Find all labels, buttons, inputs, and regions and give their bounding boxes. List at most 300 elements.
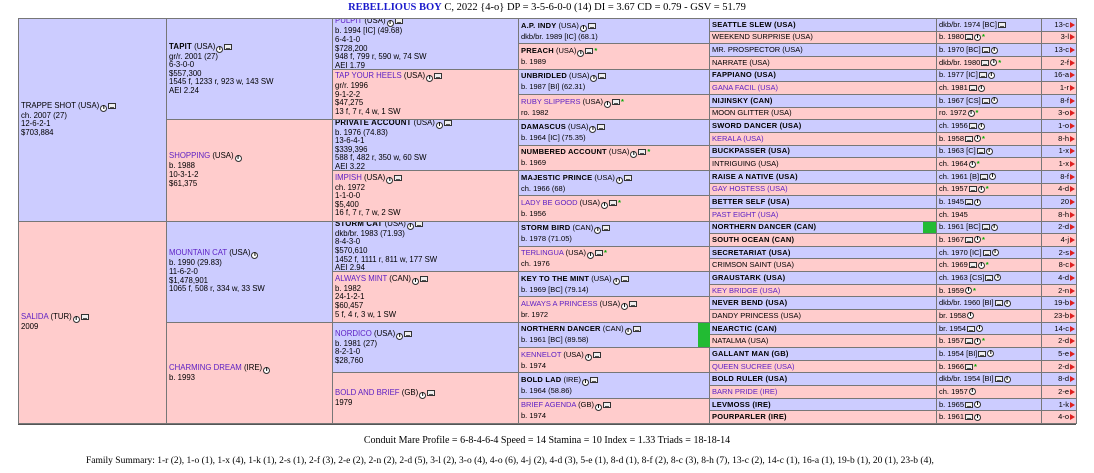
photo-icon[interactable] (444, 120, 452, 126)
ancestor-name[interactable]: PULPIT (335, 18, 363, 26)
ancestor-gen5 (710, 146, 1076, 159)
ancestor-gen5 (710, 209, 1076, 221)
ancestor-name[interactable]: MAJESTIC PRINCE (521, 172, 593, 182)
ancestor-detail: b. 1961 (939, 412, 965, 422)
ancestor-country: (USA) (556, 20, 579, 30)
photo-icon[interactable] (965, 237, 973, 243)
info-icon[interactable]: i (974, 34, 981, 41)
info-icon[interactable]: i (986, 148, 993, 155)
ancestor-detail: $61,375 (169, 178, 198, 188)
ancestor-detail: b. 1993 (169, 372, 196, 382)
expand-arrow-icon[interactable] (1070, 414, 1075, 420)
ancestor-detail: AEI 2.94 (335, 263, 365, 273)
expand-arrow-icon[interactable] (1070, 110, 1075, 116)
ancestor-name[interactable]: QUEEN SUCREE (USA) (712, 361, 795, 371)
ancestor-detail: ch. 1957 (939, 184, 968, 194)
info-icon[interactable]: i (396, 333, 403, 340)
ancestor-detail: ch. 1972 (335, 182, 365, 192)
info-icon[interactable]: i (216, 46, 223, 53)
ancestor-name[interactable]: INTRIGUING (USA) (712, 159, 779, 169)
photo-icon[interactable] (638, 149, 646, 155)
photo-icon[interactable] (985, 275, 993, 281)
ancestor-name[interactable]: GAY HOSTESS (USA) (712, 184, 788, 194)
info-icon[interactable]: i (587, 252, 594, 259)
ancestor-name[interactable]: NEVER BEND (USA) (712, 298, 788, 308)
photo-icon[interactable] (395, 18, 403, 24)
photo-icon[interactable] (598, 73, 606, 79)
info-icon[interactable]: i (412, 278, 419, 285)
ancestor-name[interactable]: SWORD DANCER (USA) (712, 121, 802, 131)
photo-icon[interactable] (633, 326, 641, 332)
ancestor-gen5 (710, 133, 1076, 145)
star-icon: * (975, 108, 979, 118)
family-number: 23-b (1053, 310, 1069, 320)
ancestor-detail: 1452 f, 1111 r, 811 w, 177 SW (335, 254, 438, 264)
photo-icon[interactable] (969, 85, 977, 91)
dup-marker (923, 222, 936, 234)
expand-arrow-icon[interactable] (1070, 186, 1075, 192)
info-icon[interactable]: i (419, 392, 426, 399)
info-icon[interactable]: i (1004, 376, 1011, 383)
expand-arrow-icon[interactable] (1070, 136, 1075, 142)
info-icon[interactable]: i (580, 25, 587, 32)
expand-arrow-icon[interactable] (1070, 402, 1075, 408)
expand-arrow-icon[interactable] (1070, 237, 1075, 243)
ancestor-name[interactable]: KERALA (USA) (712, 133, 764, 143)
ancestor-detail: b. 1966 (939, 361, 965, 371)
photo-icon[interactable] (965, 34, 973, 40)
photo-icon[interactable] (965, 199, 973, 205)
ancestor-country: (USA) (592, 172, 615, 182)
info-icon[interactable]: i (991, 47, 998, 54)
photo-icon[interactable] (969, 123, 977, 129)
photo-icon[interactable] (224, 44, 232, 50)
photo-icon[interactable] (983, 250, 991, 256)
ancestor-country: (USA) (577, 197, 601, 207)
info-icon[interactable]: i (969, 388, 976, 395)
expand-arrow-icon[interactable] (1070, 72, 1075, 78)
ancestor-name[interactable]: FAPPIANO (USA) (712, 70, 777, 80)
photo-icon[interactable] (595, 250, 603, 256)
photo-icon[interactable] (427, 390, 435, 396)
ancestor-name[interactable]: PRIVATE ACCOUNT (335, 119, 412, 127)
horse-name[interactable]: REBELLIOUS BOY (348, 2, 442, 13)
ancestor-gen4 (518, 43, 1077, 69)
ancestor-name[interactable]: LEVMOSS (IRE) (712, 399, 771, 409)
photo-icon[interactable] (977, 148, 985, 154)
photo-icon[interactable] (979, 72, 987, 78)
expand-arrow-icon[interactable] (1070, 123, 1075, 129)
ancestor-name[interactable]: BUCKPASSER (USA) (712, 146, 791, 156)
ancestor-country: (USA) (401, 71, 426, 81)
photo-icon[interactable] (81, 314, 89, 320)
ancestor-name[interactable]: DANDY PRINCESS (USA) (712, 310, 802, 320)
ancestor-name[interactable]: TRAPPE SHOT (21, 100, 76, 110)
info-icon[interactable]: i (585, 354, 592, 361)
photo-icon[interactable] (420, 276, 428, 282)
ancestor-name[interactable]: BOLD RULER (USA) (712, 374, 788, 384)
photo-icon[interactable] (612, 99, 620, 105)
ancestor-name[interactable]: TERLINGUA (521, 248, 564, 258)
info-icon[interactable]: i (992, 249, 999, 256)
ancestor-detail: ch. 1966 (68) (521, 183, 566, 193)
info-icon[interactable]: i (976, 325, 983, 332)
info-icon[interactable]: i (974, 236, 981, 243)
ancestor-name[interactable]: RUBY SLIPPERS (521, 96, 581, 106)
photo-icon[interactable] (965, 338, 973, 344)
expand-arrow-icon[interactable] (1070, 60, 1075, 66)
expand-arrow-icon[interactable] (1070, 338, 1075, 344)
star-icon: * (982, 234, 985, 244)
ancestor-detail: b. 1976 (74.83) (335, 127, 388, 137)
ancestor-country: (TUR) (48, 311, 72, 321)
ancestor-name[interactable]: KEY TO THE MINT (521, 273, 590, 283)
ancestor-detail: b. 1961 [BC] (939, 222, 981, 232)
info-icon[interactable]: i (968, 110, 975, 117)
ancestor-detail: b. 1981 (27) (335, 338, 378, 348)
ancestor-gen4 (518, 322, 1077, 348)
expand-arrow-icon[interactable] (1070, 47, 1075, 53)
ancestor-name[interactable]: NUMBERED ACCOUNT (521, 147, 607, 157)
ancestor-name[interactable]: NARRATE (USA) (712, 57, 770, 67)
ancestor-gen1 (18, 221, 167, 425)
expand-arrow-icon[interactable] (1070, 351, 1075, 357)
info-icon[interactable]: i (73, 316, 80, 323)
ancestor-name[interactable]: DAMASCUS (521, 121, 566, 131)
ancestor-gen3 (332, 372, 519, 424)
family-number: 8-d (1058, 374, 1069, 384)
ancestor-name[interactable]: NATALMA (USA) (712, 336, 769, 346)
ancestor-gen5 (710, 348, 1076, 361)
ancestor-name[interactable]: BOLD AND BRIEF (335, 387, 400, 397)
photo-icon[interactable] (588, 23, 596, 29)
expand-arrow-icon[interactable] (1070, 148, 1075, 154)
ancestor-name[interactable]: PAST EIGHT (USA) (712, 209, 779, 219)
conduit-profile: Conduit Mare Profile = 6-8-4-6-4 Speed = 14 Stamina = 10 Index = 1.33 Triads = 18-18-14 (363, 435, 731, 446)
ancestor-detail: 5 f, 4 r, 3 w, 1 SW (335, 309, 397, 319)
ancestor-detail: b. 1963 [C] (939, 146, 976, 156)
photo-icon[interactable] (585, 48, 593, 54)
photo-icon[interactable] (434, 73, 442, 79)
ancestor-name[interactable]: KEY BRIDGE (USA) (712, 285, 781, 295)
family-number: 13-c (1054, 45, 1069, 55)
ancestor-detail: 24-1-2-1 (335, 292, 365, 302)
ancestor-detail: gr/r. 1996 (335, 81, 368, 91)
ancestor-gen5 (710, 335, 1076, 347)
info-icon[interactable]: i (1004, 300, 1011, 307)
photo-icon[interactable] (995, 300, 1003, 306)
photo-icon[interactable] (404, 331, 412, 337)
ancestor-gen4 (518, 170, 1077, 196)
ancestor-name[interactable]: BETTER SELF (USA) (712, 197, 790, 207)
photo-icon[interactable] (629, 301, 637, 307)
expand-arrow-icon[interactable] (1070, 389, 1075, 395)
ancestor-name[interactable]: NORDICO (335, 328, 372, 338)
star-icon: * (982, 133, 985, 143)
expand-arrow-icon[interactable] (1070, 262, 1075, 268)
info-icon[interactable]: i (978, 186, 985, 193)
ancestor-name[interactable]: RAISE A NATIVE (USA) (712, 171, 798, 181)
info-icon[interactable]: i (601, 202, 608, 209)
ancestor-detail: $728,200 (335, 43, 368, 53)
photo-icon[interactable] (978, 351, 986, 357)
info-icon[interactable]: i (582, 379, 589, 386)
expand-arrow-icon[interactable] (1070, 22, 1075, 28)
expand-arrow-icon[interactable] (1070, 174, 1075, 180)
photo-icon[interactable] (394, 175, 402, 181)
info-icon[interactable]: i (407, 223, 414, 230)
ancestor-name[interactable]: BRIEF AGENDA (521, 400, 577, 410)
ancestor-name[interactable]: TAP YOUR HEELS (335, 71, 402, 81)
expand-arrow-icon[interactable] (1070, 275, 1075, 281)
info-icon[interactable]: i (577, 50, 584, 57)
ancestor-name[interactable]: MOUNTAIN CAT (169, 248, 228, 258)
ancestor-detail: b. 1977 [IC] (939, 70, 978, 80)
ancestor-detail: ch. 1945 (939, 209, 968, 219)
info-icon[interactable]: i (965, 287, 972, 294)
info-icon[interactable]: i (994, 274, 1001, 281)
ancestor-detail: b. 1959 (939, 285, 965, 295)
info-icon[interactable]: i (978, 262, 985, 269)
info-icon[interactable]: i (967, 312, 974, 319)
ancestor-detail: b. 1958 (939, 133, 965, 143)
info-icon[interactable]: i (991, 97, 998, 104)
info-icon[interactable]: i (991, 224, 998, 231)
photo-icon[interactable] (593, 352, 601, 358)
ancestor-detail: b. 1970 [BC] (939, 45, 981, 55)
ancestor-detail: ch. 2007 (27) (21, 110, 67, 120)
info-icon[interactable]: i (978, 85, 985, 92)
ancestor-name[interactable]: SEATTLE SLEW (USA) (712, 19, 796, 29)
ancestor-detail: b. 1980 (939, 32, 965, 42)
photo-icon[interactable] (982, 98, 990, 104)
ancestor-detail: ch. 1976 (521, 259, 550, 269)
info-icon[interactable]: i (604, 101, 611, 108)
photo-icon[interactable] (602, 225, 610, 231)
star-icon: * (973, 285, 976, 295)
ancestor-country: (GB) (399, 387, 419, 397)
expand-arrow-icon[interactable] (1070, 212, 1075, 218)
info-icon[interactable]: i (616, 177, 623, 184)
ancestor-name[interactable]: CHARMING DREAM (169, 362, 242, 372)
ancestor-detail: b. 1964 [IC] (75.35) (521, 132, 586, 142)
ancestor-name[interactable]: BOLD LAD (521, 375, 562, 385)
ancestor-country: (CAN) (600, 324, 624, 334)
info-icon[interactable]: i (621, 303, 628, 310)
family-number: 19-b (1053, 298, 1069, 308)
family-number: 13-c (1054, 19, 1069, 29)
star-icon: * (618, 197, 621, 207)
ancestor-detail: ch. 1981 (939, 83, 968, 93)
photo-icon[interactable] (108, 103, 116, 109)
ancestor-gen5 (710, 399, 1076, 412)
ancestor-name[interactable]: LADY BE GOOD (521, 197, 578, 207)
ancestor-name[interactable]: GANA FACIL (USA) (712, 83, 778, 93)
info-icon[interactable]: i (613, 278, 620, 285)
ancestor-name[interactable]: WEEKEND SURPRISE (USA) (712, 32, 813, 42)
ancestor-name[interactable]: SALIDA (21, 311, 49, 321)
expand-arrow-icon[interactable] (1070, 85, 1075, 91)
ancestor-detail: b. 1988 (169, 161, 196, 171)
ancestor-detail: $570,610 (335, 246, 368, 256)
expand-arrow-icon[interactable] (1070, 288, 1075, 294)
ancestor-gen5 (710, 19, 1076, 32)
photo-icon[interactable] (965, 136, 973, 142)
expand-arrow-icon[interactable] (1070, 313, 1075, 319)
info-icon[interactable]: i (590, 75, 597, 82)
photo-icon[interactable] (415, 221, 423, 227)
photo-icon[interactable] (597, 124, 605, 130)
info-icon[interactable]: i (589, 126, 596, 133)
info-icon[interactable]: i (594, 227, 601, 234)
family-number: 2-d (1058, 336, 1069, 346)
info-icon[interactable]: i (436, 122, 443, 129)
info-icon[interactable]: i (989, 173, 996, 180)
ancestor-name[interactable]: ALWAYS MINT (335, 273, 388, 283)
photo-icon[interactable] (969, 262, 977, 268)
info-icon[interactable]: i (974, 414, 981, 421)
ancestor-gen2 (166, 18, 333, 120)
photo-icon[interactable] (603, 402, 611, 408)
family-number: 5-e (1058, 348, 1069, 358)
info-icon[interactable]: i (969, 161, 976, 168)
expand-arrow-icon[interactable] (1070, 161, 1075, 167)
ancestor-name[interactable]: MOON GLITTER (USA) (712, 108, 792, 118)
ancestor-name[interactable]: NORTHERN DANCER (521, 324, 601, 334)
ancestor-name[interactable]: A.P. INDY (521, 20, 557, 30)
info-icon[interactable]: i (974, 338, 981, 345)
photo-icon[interactable] (981, 60, 989, 66)
family-number: 1-k (1058, 399, 1069, 409)
ancestor-gen4 (518, 145, 1077, 171)
ancestor-detail: 9-1-2-2 (335, 89, 361, 99)
ancestor-name[interactable]: TAPIT (169, 41, 192, 51)
ancestor-gen2 (166, 119, 333, 221)
expand-arrow-icon[interactable] (1070, 364, 1075, 370)
ancestor-gen5 (710, 234, 1076, 246)
info-icon[interactable]: i (987, 350, 994, 357)
photo-icon[interactable] (995, 376, 1003, 382)
family-number: 4-j (1060, 234, 1069, 244)
family-number: 1-r (1059, 83, 1069, 93)
family-number: 1-x (1058, 159, 1069, 169)
ancestor-gen3 (332, 322, 519, 374)
info-icon[interactable]: i (100, 105, 107, 112)
ancestor-name[interactable]: KENNELOT (521, 349, 562, 359)
ancestor-name[interactable]: GALLANT MAN (GB) (712, 348, 789, 358)
photo-icon[interactable] (969, 186, 977, 192)
photo-icon[interactable] (609, 200, 617, 206)
ancestor-name[interactable]: ALWAYS A PRINCESS (521, 299, 598, 309)
info-icon[interactable]: i (595, 404, 602, 411)
ancestor-gen5 (710, 285, 1076, 297)
info-icon[interactable]: i (978, 123, 985, 130)
ancestor-name[interactable]: IMPISH (335, 172, 362, 182)
info-icon[interactable]: i (426, 75, 433, 82)
photo-icon[interactable] (982, 224, 990, 230)
photo-icon[interactable] (982, 47, 990, 53)
ancestor-name[interactable]: NORTHERN DANCER (CAN) (712, 222, 817, 232)
ancestor-detail: b. 1969 [BC] (79.14) (521, 284, 589, 294)
family-number: 14-c (1054, 323, 1069, 333)
ancestor-detail: AEI 3.22 (335, 161, 365, 171)
ancestor-name[interactable]: UNBRIDLED (521, 71, 567, 81)
photo-icon[interactable] (967, 326, 975, 332)
ancestor-detail: ro. 1982 (521, 107, 549, 117)
info-icon[interactable]: i (625, 328, 632, 335)
info-icon[interactable]: i (387, 20, 394, 27)
expand-arrow-icon[interactable] (1070, 98, 1075, 104)
ancestor-detail: b. 1974 (521, 411, 547, 421)
expand-arrow-icon[interactable] (1070, 376, 1075, 382)
ancestor-name[interactable]: NIJINSKY (CAN) (712, 95, 773, 105)
ancestor-detail: gr/r. 2001 (27) (169, 51, 218, 61)
ancestor-name[interactable]: GRAUSTARK (USA) (712, 272, 786, 282)
ancestor-name[interactable]: POURPARLER (IRE) (712, 412, 787, 422)
photo-icon[interactable] (965, 414, 973, 420)
ancestor-gen5 (710, 247, 1076, 260)
ancestor-name[interactable]: SECRETARIAT (USA) (712, 247, 791, 257)
photo-icon[interactable] (965, 364, 973, 370)
info-icon[interactable]: i (974, 199, 981, 206)
ancestor-name[interactable]: CRIMSON SAINT (USA) (712, 260, 794, 270)
ancestor-name[interactable]: NEARCTIC (CAN) (712, 323, 777, 333)
ancestor-gen3 (332, 170, 519, 222)
ancestor-gen5 (710, 32, 1076, 44)
ancestor-gen4 (518, 221, 1077, 247)
photo-icon[interactable] (621, 276, 629, 282)
photo-icon[interactable] (590, 377, 598, 383)
info-icon[interactable]: i (251, 252, 258, 259)
info-icon[interactable]: i (974, 401, 981, 408)
ancestor-name[interactable]: PREACH (521, 45, 554, 55)
photo-icon[interactable] (624, 175, 632, 181)
expand-arrow-icon[interactable] (1070, 326, 1075, 332)
ancestor-detail: 13-6-4-1 (335, 136, 365, 146)
ancestor-detail: b. 1969 (521, 158, 547, 168)
photo-icon[interactable] (980, 174, 988, 180)
expand-arrow-icon[interactable] (1070, 224, 1075, 230)
photo-icon[interactable] (965, 402, 973, 408)
ancestor-detail: 11-6-2-0 (169, 267, 198, 277)
ancestor-gen5 (710, 272, 1076, 285)
expand-arrow-icon[interactable] (1070, 300, 1075, 306)
info-icon[interactable]: i (235, 155, 242, 162)
ancestor-name[interactable]: STORM BIRD (521, 223, 571, 233)
info-icon[interactable]: i (990, 59, 997, 66)
ancestor-name[interactable]: SOUTH OCEAN (CAN) (712, 234, 795, 244)
ancestor-country: (CAN) (387, 273, 411, 283)
expand-arrow-icon[interactable] (1070, 34, 1075, 40)
info-icon[interactable]: i (386, 177, 393, 184)
ancestor-name[interactable]: MR. PROSPECTOR (USA) (712, 45, 803, 55)
info-icon[interactable]: i (988, 72, 995, 79)
info-icon[interactable]: i (263, 367, 270, 374)
info-icon[interactable]: i (630, 151, 637, 158)
ancestor-detail: ch. 1964 (939, 159, 968, 169)
ancestor-name[interactable]: SHOPPING (169, 151, 211, 161)
ancestor-name[interactable]: STORM CAT (335, 220, 383, 228)
ancestor-detail: 948 f, 799 r, 590 w, 74 SW (335, 52, 427, 62)
photo-icon[interactable] (998, 22, 1006, 28)
info-icon[interactable]: i (974, 135, 981, 142)
expand-arrow-icon[interactable] (1070, 250, 1075, 256)
ancestor-name[interactable]: BARN PRIDE (IRE) (712, 386, 778, 396)
ancestor-gen3 (332, 221, 519, 273)
ancestor-detail: 8-2-1-0 (335, 347, 361, 357)
expand-arrow-icon[interactable] (1070, 199, 1075, 205)
ancestor-gen5 (710, 184, 1076, 196)
